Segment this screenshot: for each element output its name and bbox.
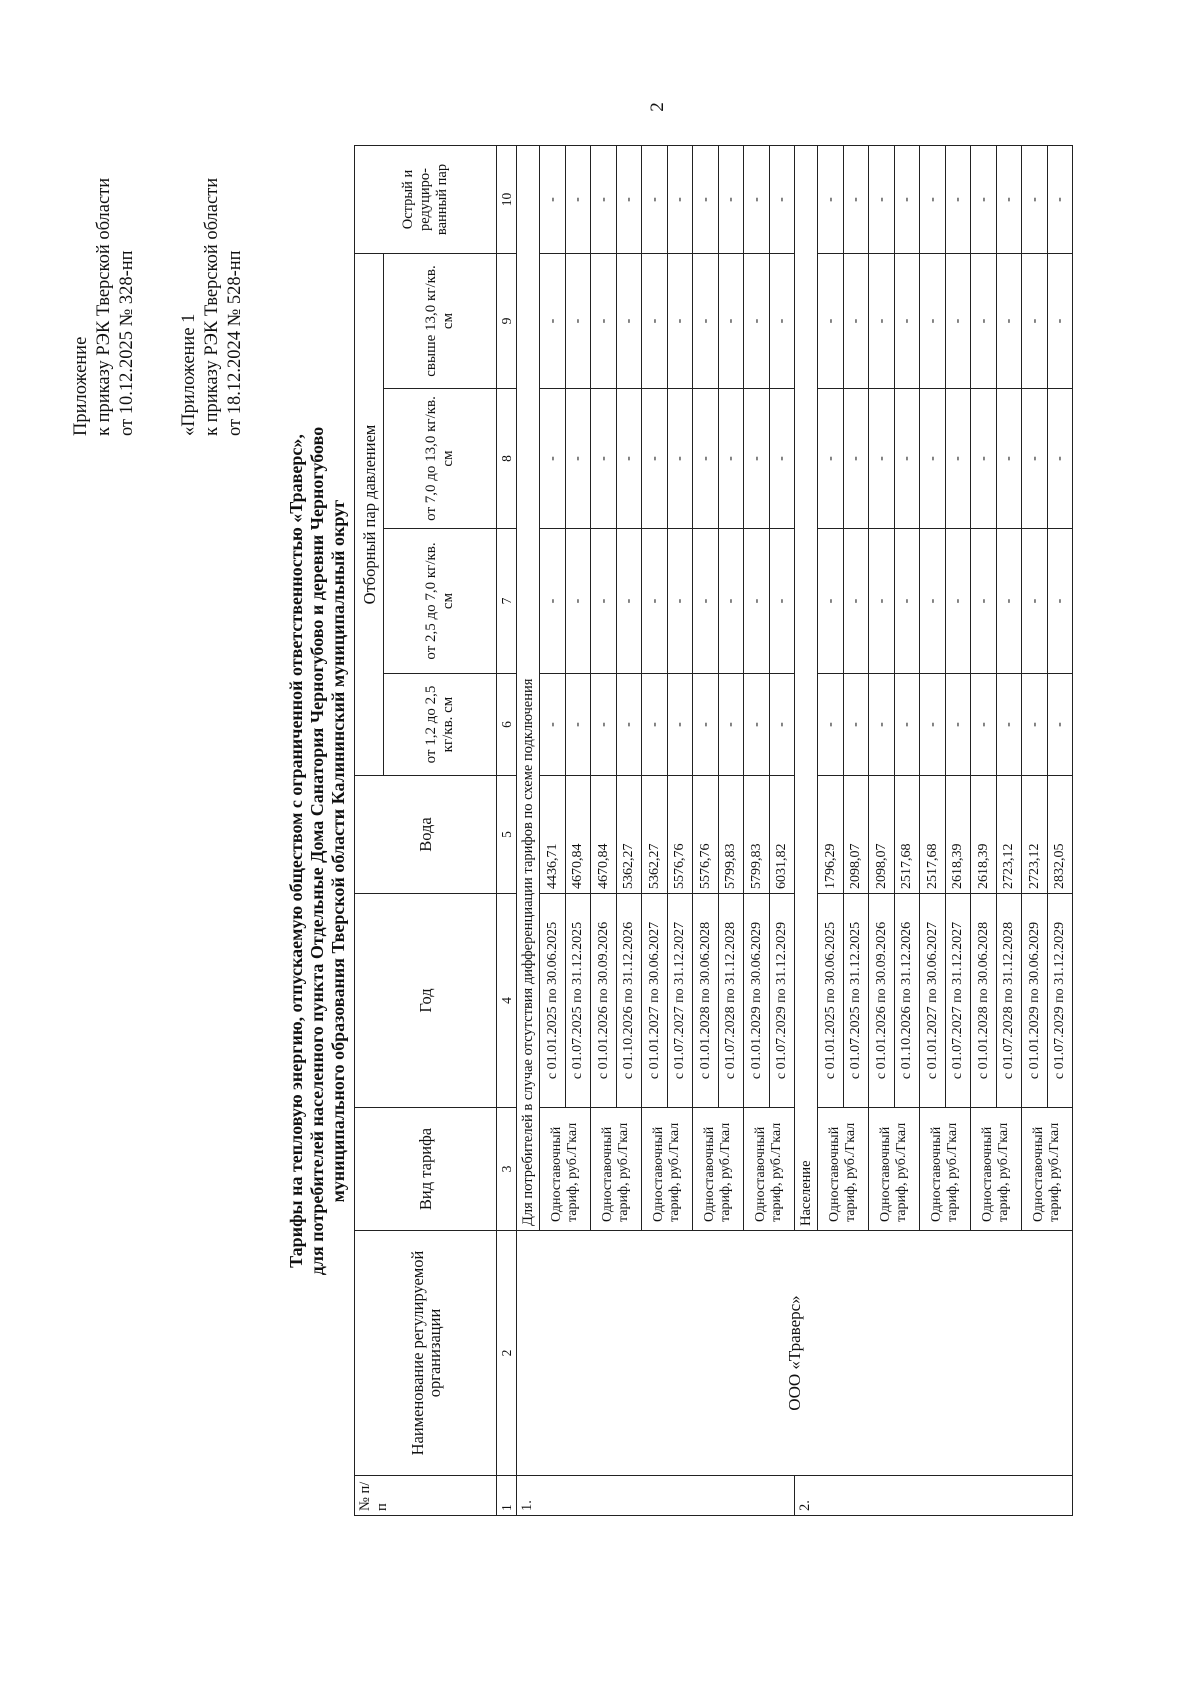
empty-value-cell: -	[718, 253, 744, 388]
empty-value-cell: -	[818, 529, 844, 674]
period-cell: с 01.07.2027 по 31.12.2027	[667, 894, 693, 1108]
empty-value-cell: -	[971, 145, 997, 253]
column-number: 4	[497, 894, 517, 1108]
empty-value-cell: -	[818, 253, 844, 388]
column-number: 3	[497, 1108, 517, 1231]
empty-value-cell: -	[667, 674, 693, 776]
header-steam-4: свыше 13,0 кг/кв. см	[384, 253, 497, 388]
header-steam-2: от 2,5 до 7,0 кг/кв. см	[384, 529, 497, 674]
water-tariff-cell: 2517,68	[894, 776, 920, 894]
water-tariff-cell: 5362,27	[642, 776, 668, 894]
header-year: Год	[355, 894, 497, 1108]
empty-value-cell: -	[945, 253, 971, 388]
empty-value-cell: -	[718, 529, 744, 674]
empty-value-cell: -	[945, 389, 971, 529]
section-number: 1.	[517, 1476, 795, 1516]
empty-value-cell: -	[769, 529, 795, 674]
empty-value-cell: -	[591, 145, 617, 253]
header-steam-group: Отборный пар давлением	[355, 253, 384, 775]
empty-value-cell: -	[996, 389, 1022, 529]
empty-value-cell: -	[1022, 253, 1048, 388]
tariff-type	[693, 1108, 744, 1231]
document-title	[286, 201, 349, 1501]
empty-value-cell: -	[718, 145, 744, 253]
column-number: 1	[497, 1476, 517, 1516]
tariff-type-line: тариф, руб./Гкал	[843, 1122, 858, 1222]
empty-value-cell: -	[591, 389, 617, 529]
tariff-type-line: Одноставочный	[600, 1126, 615, 1222]
page-number: 2	[646, 102, 668, 112]
tariff-type-line: тариф, руб./Гкал	[894, 1122, 909, 1222]
empty-value-cell: -	[642, 529, 668, 674]
tariff-type-line: Одноставочный	[1031, 1126, 1046, 1222]
tariff-type	[869, 1108, 920, 1231]
tariff-type-line: тариф, руб./Гкал	[996, 1122, 1011, 1222]
tariff-type-line: тариф, руб./Гкал	[1047, 1122, 1062, 1222]
header-steam-1: от 1,2 до 2,5 кг/кв. см	[384, 674, 497, 776]
empty-value-cell: -	[818, 389, 844, 529]
column-number: 10	[497, 145, 517, 253]
empty-value-cell: -	[769, 145, 795, 253]
approval-block-current	[70, 178, 139, 436]
tariff-type	[642, 1108, 693, 1231]
water-tariff-cell: 5799,83	[718, 776, 744, 894]
water-tariff-cell: 5362,27	[616, 776, 642, 894]
approval-line: от 18.12.2024 № 528-нп	[225, 250, 245, 436]
empty-value-cell: -	[971, 253, 997, 388]
approval-line: Приложение	[71, 336, 91, 436]
period-cell: с 01.01.2027 по 30.06.2027	[920, 894, 946, 1108]
empty-value-cell: -	[769, 674, 795, 776]
empty-value-cell: -	[894, 145, 920, 253]
period-cell: с 01.07.2025 по 31.12.2025	[565, 894, 591, 1108]
water-tariff-cell: 2618,39	[945, 776, 971, 894]
water-tariff-cell: 2723,12	[996, 776, 1022, 894]
empty-value-cell: -	[945, 145, 971, 253]
empty-value-cell: -	[1047, 253, 1073, 388]
empty-value-cell: -	[843, 674, 869, 776]
period-cell: с 01.01.2026 по 30.09.2026	[591, 894, 617, 1108]
column-number: 9	[497, 253, 517, 388]
empty-value-cell: -	[843, 389, 869, 529]
empty-value-cell: -	[894, 674, 920, 776]
empty-value-cell: -	[540, 389, 566, 529]
period-cell: с 01.01.2025 по 30.06.2025	[818, 894, 844, 1108]
section-label: Население	[795, 145, 818, 1230]
empty-value-cell: -	[869, 253, 895, 388]
empty-value-cell: -	[818, 145, 844, 253]
approval-line: от 10.12.2025 № 328-нп	[117, 250, 137, 436]
empty-value-cell: -	[667, 145, 693, 253]
tariff-type	[591, 1108, 642, 1231]
period-cell: с 01.01.2027 по 30.06.2027	[642, 894, 668, 1108]
column-number: 6	[497, 674, 517, 776]
empty-value-cell: -	[996, 253, 1022, 388]
empty-value-cell: -	[744, 145, 770, 253]
empty-value-cell: -	[971, 529, 997, 674]
period-cell: с 01.01.2028 по 30.06.2028	[971, 894, 997, 1108]
empty-value-cell: -	[1022, 145, 1048, 253]
tariff-type	[971, 1108, 1022, 1231]
title-line: для потребителей населенного пункта Отдельные Дома Санатория Черногубово и деревни Черногубово	[307, 426, 327, 1276]
empty-value-cell: -	[920, 529, 946, 674]
period-cell: с 01.07.2029 по 31.12.2029	[769, 894, 795, 1108]
empty-value-cell: -	[769, 389, 795, 529]
tariff-type	[920, 1108, 971, 1231]
water-tariff-cell: 2618,39	[971, 776, 997, 894]
column-number: 5	[497, 776, 517, 894]
empty-value-cell: -	[869, 529, 895, 674]
empty-value-cell: -	[843, 145, 869, 253]
header-steam-3: от 7,0 до 13,0 кг/кв. см	[384, 389, 497, 529]
empty-value-cell: -	[693, 529, 719, 674]
tariff-type-line: тариф, руб./Гкал	[769, 1122, 784, 1222]
empty-value-cell: -	[667, 253, 693, 388]
title-line: муниципального образования Тверской области Калининский муниципальный округ	[328, 499, 348, 1203]
period-cell: с 01.01.2029 по 30.06.2029	[1022, 894, 1048, 1108]
tariff-table	[354, 145, 1073, 1516]
tariff-type	[744, 1108, 795, 1231]
empty-value-cell: -	[744, 529, 770, 674]
empty-value-cell: -	[843, 529, 869, 674]
empty-value-cell: -	[540, 253, 566, 388]
tariff-type-line: Одноставочный	[980, 1126, 995, 1222]
empty-value-cell: -	[971, 389, 997, 529]
empty-value-cell: -	[540, 145, 566, 253]
tariff-type-line: Одноставочный	[878, 1126, 893, 1222]
empty-value-cell: -	[920, 389, 946, 529]
header-type: Вид тарифа	[355, 1108, 497, 1231]
empty-value-cell: -	[693, 389, 719, 529]
period-cell: с 01.10.2026 по 31.12.2026	[894, 894, 920, 1108]
header-water: Вода	[355, 776, 497, 894]
water-tariff-cell: 4670,84	[591, 776, 617, 894]
empty-value-cell: -	[591, 529, 617, 674]
title-line: Тарифы на тепловую энергию, отпускаемую обществом с ограниченной ответственностью «Траверс»,	[286, 434, 306, 1268]
tariff-type-line: Одноставочный	[929, 1126, 944, 1222]
water-tariff-cell: 4670,84	[565, 776, 591, 894]
column-number-row	[497, 145, 517, 1515]
empty-value-cell: -	[869, 145, 895, 253]
period-cell: с 01.07.2027 по 31.12.2027	[945, 894, 971, 1108]
empty-value-cell: -	[869, 674, 895, 776]
section-label: Для потребителей в случае отсутствия дифференциации тарифов по схеме подключения	[517, 145, 540, 1230]
water-tariff-cell: 2517,68	[920, 776, 946, 894]
period-cell: с 01.07.2028 по 31.12.2028	[718, 894, 744, 1108]
empty-value-cell: -	[894, 529, 920, 674]
water-tariff-cell: 2723,12	[1022, 776, 1048, 894]
approval-line: «Приложение 1	[179, 313, 199, 436]
empty-value-cell: -	[843, 253, 869, 388]
period-cell: с 01.01.2026 по 30.09.2026	[869, 894, 895, 1108]
empty-value-cell: -	[1022, 674, 1048, 776]
water-tariff-cell: 2098,07	[843, 776, 869, 894]
tariff-type-line: Одноставочный	[549, 1126, 564, 1222]
water-tariff-cell: 1796,29	[818, 776, 844, 894]
empty-value-cell: -	[642, 145, 668, 253]
tariff-type	[1022, 1108, 1073, 1231]
approval-line: к приказу РЭК Тверской области	[94, 177, 114, 436]
period-cell: с 01.01.2025 по 30.06.2025	[540, 894, 566, 1108]
empty-value-cell: -	[744, 674, 770, 776]
water-tariff-cell: 6031,82	[769, 776, 795, 894]
tariff-type-line: Одноставочный	[827, 1126, 842, 1222]
empty-value-cell: -	[996, 145, 1022, 253]
header-num: № п/ п	[355, 1476, 497, 1516]
empty-value-cell: -	[1022, 389, 1048, 529]
tariff-type-line: тариф, руб./Гкал	[945, 1122, 960, 1222]
empty-value-cell: -	[616, 253, 642, 388]
empty-value-cell: -	[565, 145, 591, 253]
water-tariff-cell: 5576,76	[693, 776, 719, 894]
empty-value-cell: -	[693, 674, 719, 776]
empty-value-cell: -	[540, 674, 566, 776]
empty-value-cell: -	[920, 253, 946, 388]
empty-value-cell: -	[1047, 674, 1073, 776]
period-cell: с 01.07.2025 по 31.12.2025	[843, 894, 869, 1108]
water-tariff-cell: 5576,76	[667, 776, 693, 894]
tariff-type	[540, 1108, 591, 1231]
empty-value-cell: -	[945, 529, 971, 674]
empty-value-cell: -	[718, 389, 744, 529]
empty-value-cell: -	[869, 389, 895, 529]
empty-value-cell: -	[894, 253, 920, 388]
empty-value-cell: -	[616, 145, 642, 253]
water-tariff-cell: 2098,07	[869, 776, 895, 894]
empty-value-cell: -	[1047, 389, 1073, 529]
empty-value-cell: -	[971, 674, 997, 776]
empty-value-cell: -	[540, 529, 566, 674]
section-row	[517, 145, 540, 1515]
tariff-type-line: тариф, руб./Гкал	[616, 1122, 631, 1222]
empty-value-cell: -	[693, 145, 719, 253]
approval-line: к приказу РЭК Тверской области	[202, 177, 222, 436]
empty-value-cell: -	[920, 145, 946, 253]
empty-value-cell: -	[744, 389, 770, 529]
empty-value-cell: -	[565, 674, 591, 776]
empty-value-cell: -	[769, 253, 795, 388]
column-number: 8	[497, 389, 517, 529]
tariff-type-line: Одноставочный	[753, 1126, 768, 1222]
empty-value-cell: -	[996, 529, 1022, 674]
empty-value-cell: -	[693, 253, 719, 388]
period-cell: с 01.01.2028 по 30.06.2028	[693, 894, 719, 1108]
organization-name: ООО «Траверс»	[517, 1231, 1073, 1476]
header-steam-sharp: Острый и редуциро-ванный пар	[355, 145, 497, 253]
approval-block-amended	[178, 178, 247, 436]
empty-value-cell: -	[1047, 529, 1073, 674]
empty-value-cell: -	[667, 529, 693, 674]
header-org: Наименование регулируемой организации	[355, 1231, 497, 1476]
empty-value-cell: -	[565, 253, 591, 388]
tariff-type-line: тариф, руб./Гкал	[718, 1122, 733, 1222]
empty-value-cell: -	[996, 674, 1022, 776]
period-cell: с 01.07.2029 по 31.12.2029	[1047, 894, 1073, 1108]
tariff-type-line: тариф, руб./Гкал	[667, 1122, 682, 1222]
empty-value-cell: -	[667, 389, 693, 529]
empty-value-cell: -	[616, 529, 642, 674]
tariff-type-line: тариф, руб./Гкал	[565, 1122, 580, 1222]
empty-value-cell: -	[591, 674, 617, 776]
empty-value-cell: -	[744, 253, 770, 388]
empty-value-cell: -	[565, 389, 591, 529]
empty-value-cell: -	[616, 674, 642, 776]
tariff-type-line: Одноставочный	[651, 1126, 666, 1222]
column-number: 2	[497, 1231, 517, 1476]
section-number: 2.	[795, 1476, 1073, 1516]
empty-value-cell: -	[718, 674, 744, 776]
water-tariff-cell: 4436,71	[540, 776, 566, 894]
tariff-type	[818, 1108, 869, 1231]
period-cell: с 01.10.2026 по 31.12.2026	[616, 894, 642, 1108]
empty-value-cell: -	[642, 253, 668, 388]
empty-value-cell: -	[616, 389, 642, 529]
empty-value-cell: -	[1022, 529, 1048, 674]
empty-value-cell: -	[818, 674, 844, 776]
empty-value-cell: -	[920, 674, 946, 776]
tariff-type-line: Одноставочный	[702, 1126, 717, 1222]
water-tariff-cell: 2832,05	[1047, 776, 1073, 894]
empty-value-cell: -	[642, 389, 668, 529]
period-cell: с 01.01.2029 по 30.06.2029	[744, 894, 770, 1108]
water-tariff-cell: 5799,83	[744, 776, 770, 894]
empty-value-cell: -	[642, 674, 668, 776]
column-number: 7	[497, 529, 517, 674]
empty-value-cell: -	[945, 674, 971, 776]
empty-value-cell: -	[1047, 145, 1073, 253]
period-cell: с 01.07.2028 по 31.12.2028	[996, 894, 1022, 1108]
empty-value-cell: -	[565, 529, 591, 674]
empty-value-cell: -	[894, 389, 920, 529]
empty-value-cell: -	[591, 253, 617, 388]
